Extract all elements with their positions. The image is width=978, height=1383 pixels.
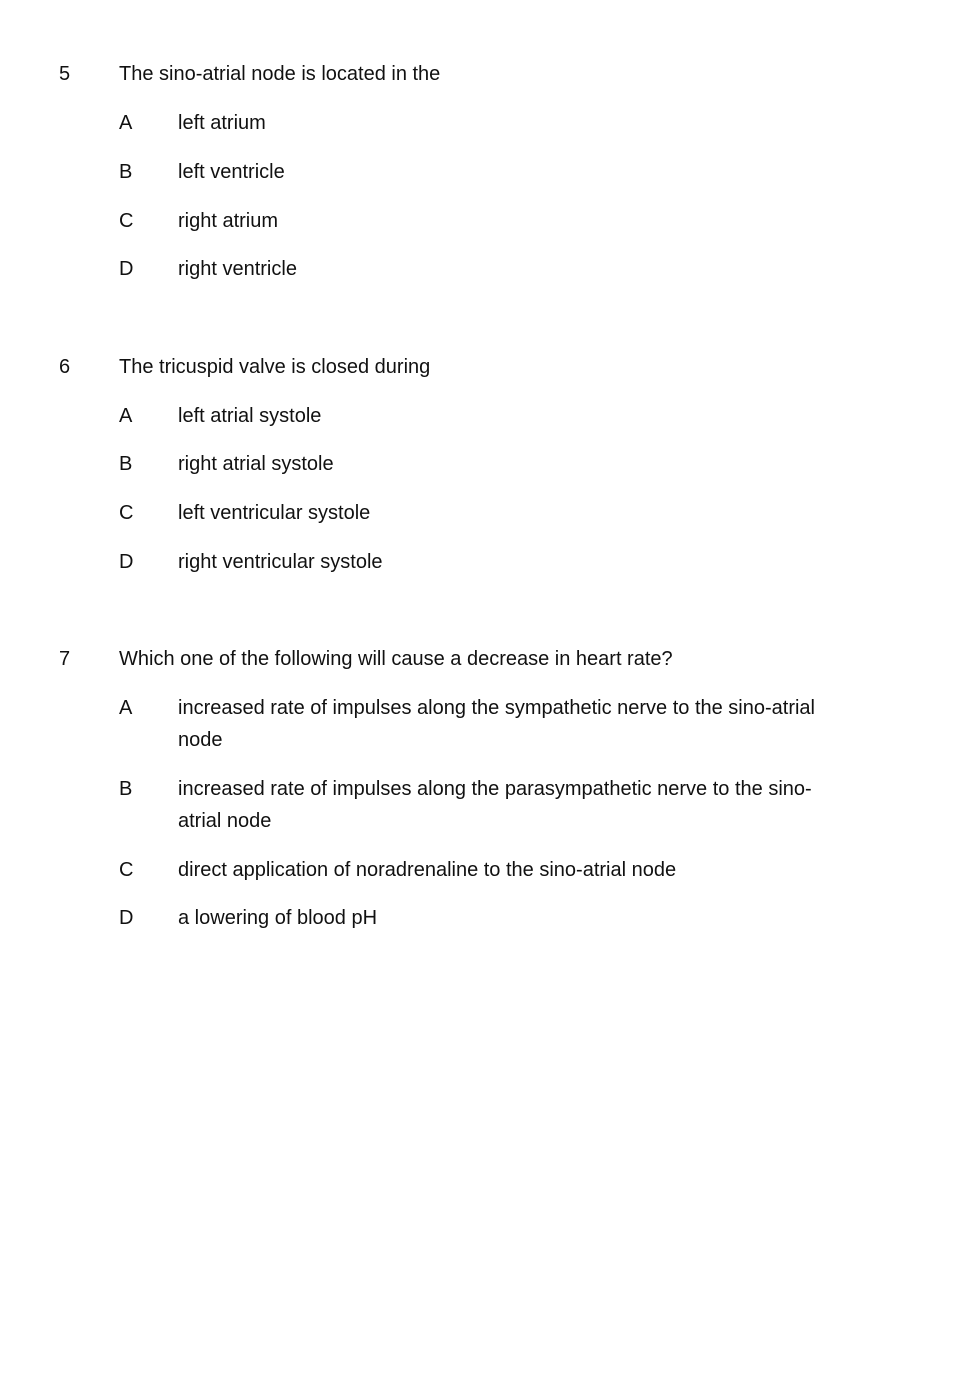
option-letter: C (119, 210, 134, 232)
option-text: right ventricle (178, 258, 297, 280)
question-number: 5 (59, 63, 71, 85)
option-letter: B (119, 778, 133, 800)
question-stem: The tricuspid valve is closed during (119, 356, 431, 378)
option-text: right atrium (178, 210, 279, 232)
question-stem: The sino-atrial node is located in the (119, 63, 441, 85)
option-text: increased rate of impulses along the parasympathetic nerve to the sino-atrial node (178, 778, 812, 832)
option-text: left atrium (178, 112, 266, 134)
question-stem: Which one of the following will cause a decrease in heart rate? (119, 648, 673, 670)
option-letter: C (119, 859, 134, 881)
option-text: right ventricular systole (178, 551, 383, 573)
option-letter: B (119, 161, 133, 183)
option-text: direct application of noradrenaline to the sino-atrial node (178, 859, 677, 881)
question-number: 6 (59, 356, 71, 378)
option-letter: D (119, 258, 134, 280)
option-text: right atrial systole (178, 453, 334, 475)
option-letter: D (119, 907, 134, 929)
option-text: increased rate of impulses along the sympathetic nerve to the sino-atrial node (178, 697, 816, 751)
option-text: left atrial systole (178, 405, 322, 427)
option-text: a lowering of blood pH (178, 907, 378, 929)
option-text: left ventricular systole (178, 502, 371, 524)
option-letter: A (119, 697, 133, 719)
option-letter: D (119, 551, 134, 573)
question-number: 7 (59, 648, 71, 670)
option-letter: A (119, 112, 133, 134)
option-text: left ventricle (178, 161, 285, 183)
option-letter: A (119, 405, 133, 427)
option-letter: C (119, 502, 134, 524)
option-letter: B (119, 453, 133, 475)
